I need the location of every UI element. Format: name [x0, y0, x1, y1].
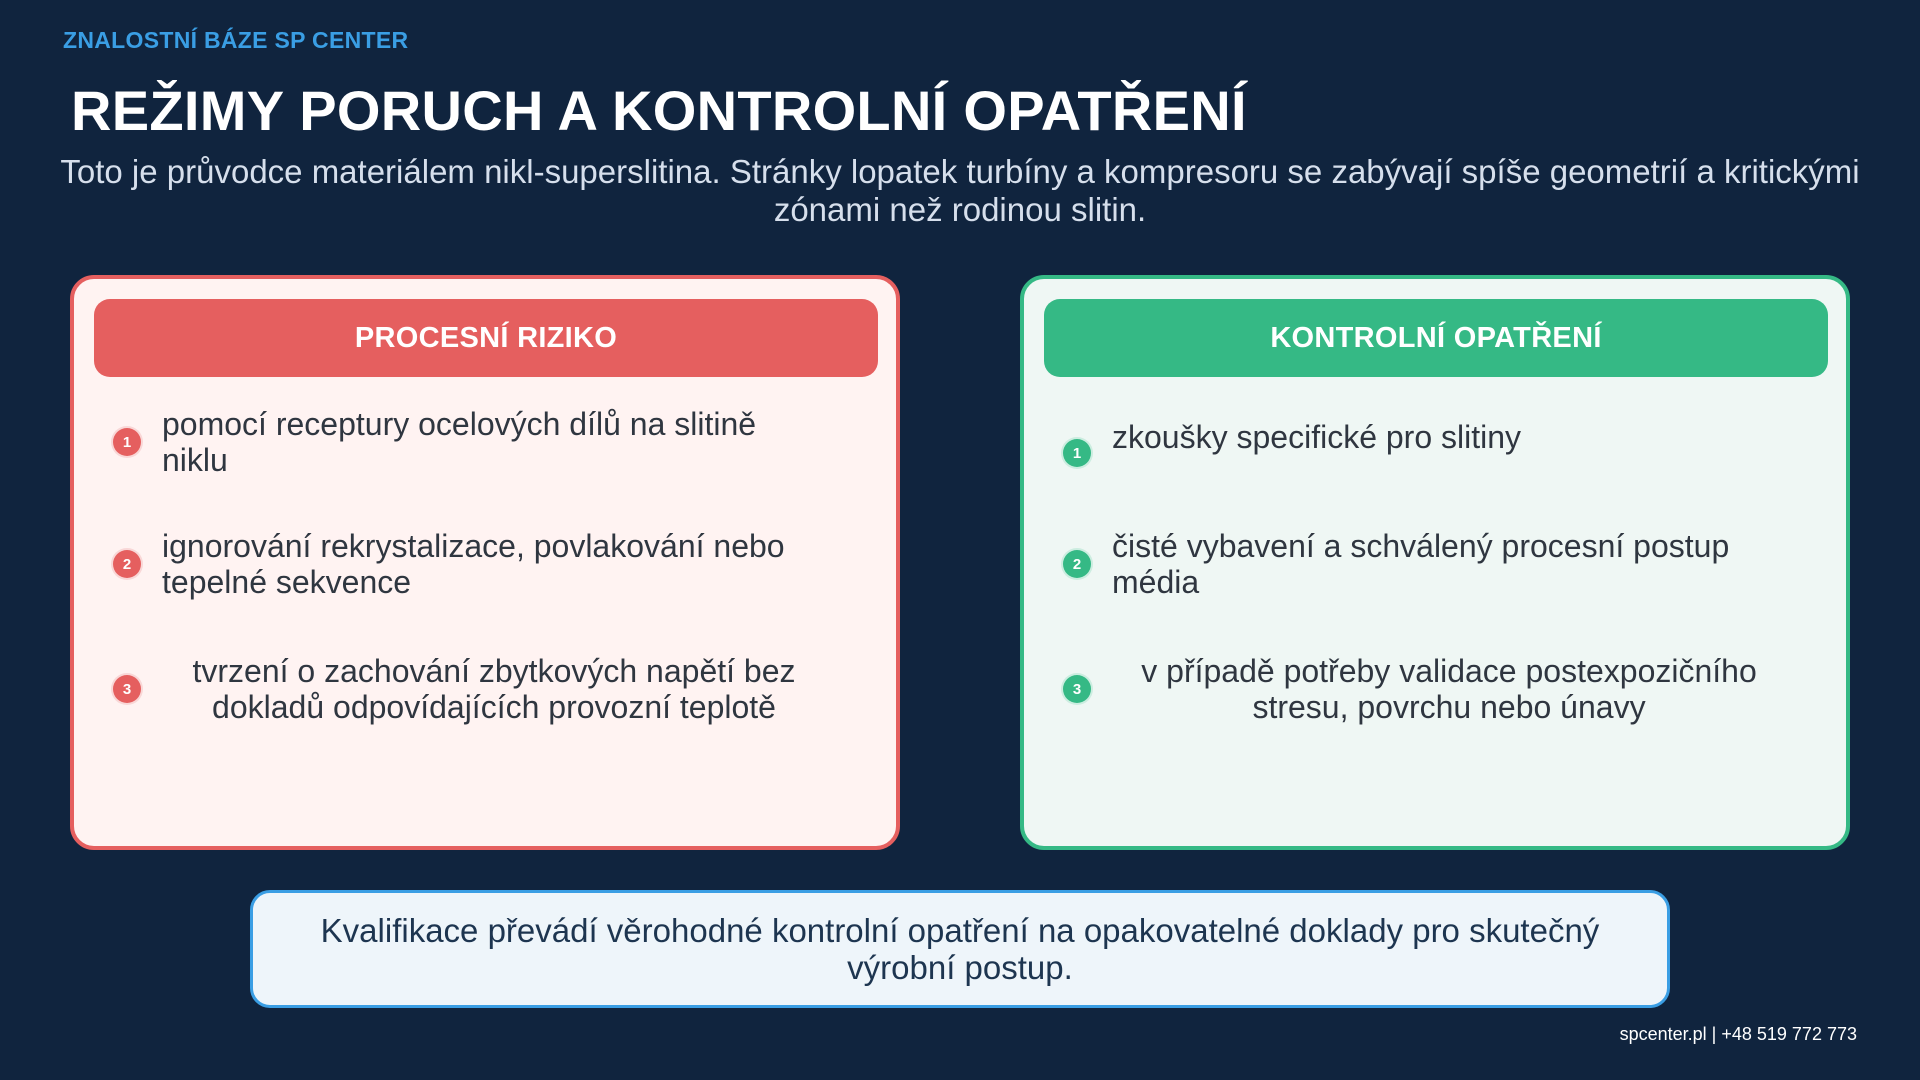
- brand-label: ZNALOSTNÍ BÁZE SP CENTER: [63, 27, 409, 53]
- risk-item-text: tvrzení o zachování zbytkových napětí bez dokladů odpovídajících provozní teplotě: [192, 653, 796, 725]
- control-measures-card: [1020, 275, 1850, 850]
- control-item-text: v případě potřeby validace postexpozičního stresu, povrchu nebo únavy: [1141, 653, 1757, 725]
- risk-item-number-badge: 2: [111, 548, 143, 580]
- process-risk-card: [70, 275, 900, 850]
- risk-item: [74, 643, 896, 733]
- control-item-number-badge: 1: [1061, 437, 1093, 469]
- risk-item-number-badge: 1: [111, 426, 143, 458]
- control-item-text: zkoušky specifické pro slitiny: [1112, 419, 1522, 455]
- risk-item-text: pomocí receptury ocelových dílů na slitině niklu: [162, 406, 757, 478]
- control-item-number-badge: 2: [1061, 548, 1093, 580]
- control-item: [1024, 643, 1846, 733]
- risk-item-number-badge: 3: [111, 673, 143, 705]
- risk-item: [74, 519, 896, 609]
- page-subtitle: Toto je průvodce materiálem nikl-superslitina. Stránky lopatek turbíny a kompresoru se zabývají spíše geometrií a kritickými zónami než rodinou slitin.: [60, 153, 1860, 228]
- risk-item: [74, 397, 896, 487]
- control-item: [1024, 397, 1846, 487]
- qualification-callout: [250, 890, 1670, 1008]
- control-item-text: čisté vybavení a schválený procesní postup média: [1112, 528, 1730, 600]
- process-risk-header: PROCESNÍ RIZIKO: [94, 299, 878, 377]
- control-item-number-badge: 3: [1061, 673, 1093, 705]
- qualification-callout-text: Kvalifikace převádí věrohodné kontrolní opatření na opakovatelné doklady pro skutečný výrobní postup.: [320, 912, 1600, 986]
- control-measures-header: KONTROLNÍ OPATŘENÍ: [1044, 299, 1828, 377]
- risk-item-text: ignorování rekrystalizace, povlakování nebo tepelné sekvence: [162, 528, 785, 600]
- control-item: [1024, 519, 1846, 609]
- contact-info: spcenter.pl | +48 519 772 773: [1619, 1024, 1857, 1044]
- page-title: REŽIMY PORUCH A KONTROLNÍ OPATŘENÍ: [71, 79, 1247, 142]
